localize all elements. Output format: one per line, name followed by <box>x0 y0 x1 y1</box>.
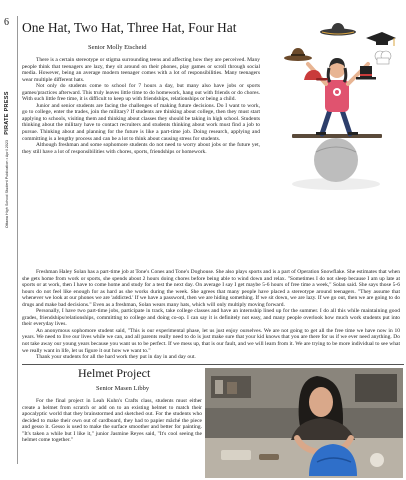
balance-board <box>292 134 382 138</box>
article-title: One Hat, Two Hat, Three Hat, Four Hat <box>22 20 237 35</box>
issue-date: April 2023 <box>5 139 9 158</box>
helmet-project-photo <box>205 368 403 478</box>
body-paragraph: Although freshman and some sophomore students do not need to worry about jobs or the future yet, they still have a lot of responsibilities with chores, sports, friendships or homework. <box>22 142 260 155</box>
student-face <box>309 387 333 417</box>
margin-rule <box>17 16 18 464</box>
body-paragraph: Not only do students come to school for 7 hours a day, but many also have jobs or sports games/practices afterward. This truly leaves little time to do homework, hang out with friends or do chores. With such little free time, it is difficult to keep up with friendships, relationships or being a child. <box>22 83 260 103</box>
cowboy-hat-icon <box>284 48 312 61</box>
section-name: PIRATE PRESS <box>4 91 10 135</box>
graduation-cap-icon <box>366 32 396 46</box>
page-number: 6 <box>4 17 9 28</box>
body-paragraph: Freshman Haley Solan has a part-time job at Tone's Cones and Tone's Doghouse. She also plays sports and is a part of Operation Snowflake. She estimates that when she gets home from work or sports, she spends about 2 hours doing chores before being able to wind down and relax. "Sometimes I do not sleep because I am up late at sports or at work, then I have to come home and study for a test the next day. On average I say I get maybe 5-6 hours of free time a week," Solan said. She says those 5-6 hours do not feel like enough for as hard as she works during the week. She agrees that many people have placed a stereotype around teenagers. "They assume that whenever we look at our phones we are 'addicted.' If we have a password, then we are hiding something. If we sit down, we are lazy. If we go out, then we are going to do drugs and make bad decisions." Even as a freshman, Solan wears many hats, which will only multiply moving forward. <box>22 269 400 308</box>
article-byline: Senior Molly Etscheid <box>88 44 147 51</box>
article-divider <box>22 364 404 365</box>
baseball-cap-icon <box>304 70 328 81</box>
article-body-full-width <box>22 269 400 361</box>
body-paragraph: For the final project in Leah Kuhn's Crafts class, students must either create a helmet from scratch or add on to an existing helmet to match their apocalyptic world that they brainstormed and sketched out. For the students who decided to make their own out of cardboard, they had to papier mâché the piece and gesso it. Gesso is used to make the surface smoother and better for painting. "It's taken a while but I like it," junior Jasmine Reyes said, "It's cool seeing the helmet come together." <box>22 398 202 444</box>
article-byline: Senior Masen Libby <box>96 385 150 392</box>
body-paragraph: An anonymous sophomore student said, "This is our experimental phase, let us just enjoy ourselves. We are not going to get all the free time we have now in 10 years. We need to live our lives while we can, and all parents really need to do is just make sure that your kid knows that you are there for us if we ever need anything. Do not take away our young years because you want us to be perfect. If we mess up, that is our fault, and we will learn from it. We are trying to be more individual to see what we really want in life, let us figure it out how we want to." <box>22 327 400 354</box>
balance-ball <box>314 138 358 182</box>
article-body-column <box>22 398 202 444</box>
publication-name: Ottawa High School Student Publication <box>5 160 9 228</box>
body-paragraph: Junior and senior students are facing the challenges of making future decisions. Do I want to work, go to college, enter the trades, join the military? If students are thinking about college, then they must start applying to schools, visiting them and thinking about classes they should be taking in high school. Students thinking about the military have to contact recruiters and students thinking about work must find a job to pursue. Thinking about and planning for the future is like a part-time job. Doing research, applying and committing is a lengthy process and can be a lot to think about causing stress for students. <box>22 102 260 142</box>
separator-bullet: • <box>5 158 9 160</box>
article-body-column <box>22 57 260 155</box>
balancing-hats-illustration <box>278 20 402 192</box>
body-paragraph: Personally, I have two part-time jobs, participate in track, take college classes and have an internship lined up for the summer. I do all this while maintaining good grades, friendships/relationships, committing to college and doing co-op. I can say it is definitely not easy, and many people overlook how much work students put into their everyday lives. <box>22 308 400 328</box>
page-margin <box>0 0 20 480</box>
article-title: Helmet Project <box>78 366 151 380</box>
body-paragraph: There is a certain stereotype or stigma surrounding teens and affecting how they are perceived. Many people think that teenagers are lazy, they sit around on their phones, play games or scroll through social media. However, being an average modern teenager comes with a lot of responsibilities. Many teenagers wear multiple different hats. <box>22 57 260 83</box>
running-footer <box>5 91 10 228</box>
chef-hat-icon <box>375 51 391 64</box>
sombrero-icon <box>320 23 356 36</box>
body-paragraph: Thank your students for all the hard work they put in day in and day out. <box>36 354 196 361</box>
